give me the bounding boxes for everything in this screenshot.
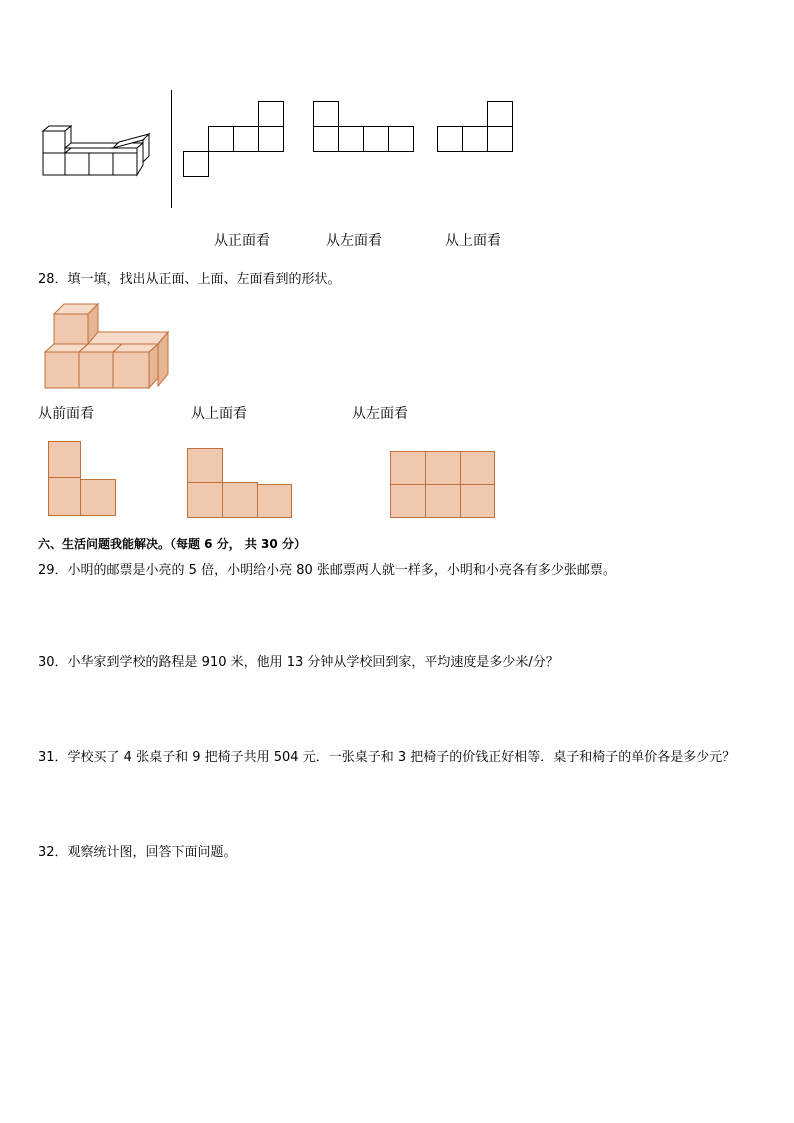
question-31: 31．学校买了 4 张桌子和 9 把椅子共用 504 元．一张桌子和 3 把椅子的价钱正好相等．桌子和椅子的单价各是多少元？ [38, 750, 736, 765]
q27-front-view-shape [182, 100, 286, 178]
q28-solid-figure [42, 300, 170, 392]
q28-left-label: 从左面看 [352, 406, 408, 422]
q27-top-label: 从上面看 [445, 233, 501, 249]
q28-left-view-shape [389, 450, 497, 520]
q28-top-view-shape [186, 447, 294, 519]
q27-front-label: 从正面看 [214, 233, 270, 249]
question-32: 32．观察统计图，回答下面问题。 [38, 845, 237, 860]
q28-front-label: 从前面看 [38, 406, 94, 422]
question-30: 30．小华家到学校的路程是 910 米，他用 13 分钟从学校回到家，平均速度是多少米/分？ [38, 655, 559, 670]
q27-top-view-shape [436, 100, 516, 154]
q27-left-label: 从左面看 [326, 233, 382, 249]
question-29: 29．小明的邮票是小亮的 5 倍，小明给小亮 80 张邮票两人就一样多，小明和小亮各有多少张邮票。 [38, 563, 616, 578]
q28-top-label: 从上面看 [191, 406, 247, 422]
q28-prompt: 28．填一填，找出从正面、上面、左面看到的形状。 [38, 272, 341, 287]
q28-front-view-shape [47, 440, 119, 518]
q27-left-view-shape [312, 100, 416, 154]
section-heading: 六、生活问题我能解决。（每题 6 分， 共 30 分） [38, 537, 306, 551]
q27-solid-figure [40, 124, 155, 180]
divider-line [171, 90, 172, 208]
